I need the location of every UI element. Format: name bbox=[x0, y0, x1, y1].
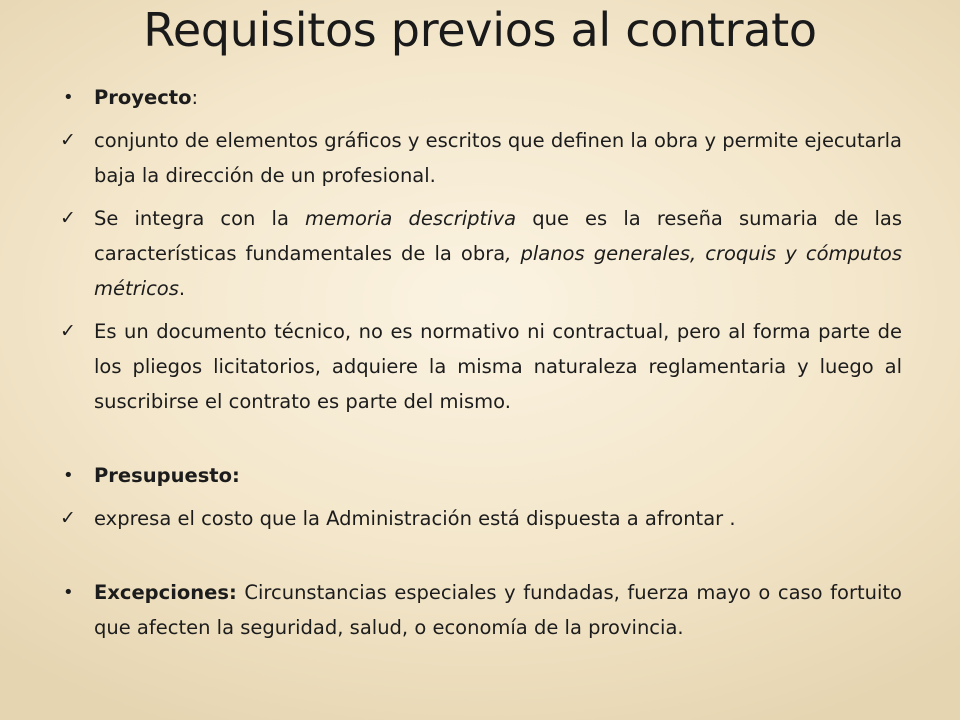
proyecto-point-2-em-b: , planos generales, croquis y cómputos métricos bbox=[94, 242, 902, 300]
bullet-excepciones bbox=[60, 575, 902, 645]
bullet-marker: • bbox=[63, 582, 74, 603]
slide-title: Requisitos previos al contrato bbox=[143, 3, 817, 57]
bullet-proyecto bbox=[60, 80, 902, 115]
checkmark-icon: ✓ bbox=[60, 507, 76, 529]
proyecto-colon: : bbox=[191, 86, 199, 109]
checkmark-icon: ✓ bbox=[60, 207, 76, 229]
proyecto-point-2-text-a: Se integra con la bbox=[94, 207, 306, 230]
excepciones-text: Circunstancias especiales y fundadas, fuerza mayo o caso fortuito que afecten la seguridad, salud, o economía de la provincia. bbox=[94, 581, 902, 639]
check-item-proyecto-nature bbox=[60, 314, 902, 419]
bullet-marker: • bbox=[63, 465, 74, 486]
proyecto-point-2-em-a: memoria descriptiva bbox=[305, 207, 517, 230]
checkmark-icon: ✓ bbox=[60, 320, 76, 342]
slide-content bbox=[60, 80, 902, 645]
proyecto-point-2-text-c: . bbox=[178, 277, 186, 300]
proyecto-point-3: Es un documento técnico, no es normativo ni contractual, pero al forma parte de los pliegos licitatorios, adquiere la misma naturaleza reglamentaria y luego al suscribirse el contrato es parte del mismo. bbox=[94, 320, 902, 413]
presupuesto-point-1: expresa el costo que la Administración está dispuesta a afrontar . bbox=[94, 507, 736, 530]
checkmark-icon: ✓ bbox=[60, 129, 76, 151]
presupuesto-label: Presupuesto: bbox=[94, 464, 240, 487]
excepciones-label: Excepciones: bbox=[94, 581, 237, 604]
proyecto-point-1: conjunto de elementos gráficos y escritos que definen la obra y permite ejecutarla baja la dirección de un profesional. bbox=[94, 129, 902, 187]
bullet-marker: • bbox=[63, 87, 74, 108]
check-item-presupuesto-definition bbox=[60, 501, 902, 536]
proyecto-label: Proyecto bbox=[94, 86, 192, 109]
check-item-proyecto-integration bbox=[60, 201, 902, 306]
bullet-presupuesto bbox=[60, 458, 902, 493]
proyecto-point-2-text-b: que es la reseña sumaria de las características fundamentales de la obra bbox=[94, 207, 903, 265]
check-item-proyecto-definition bbox=[60, 123, 902, 193]
